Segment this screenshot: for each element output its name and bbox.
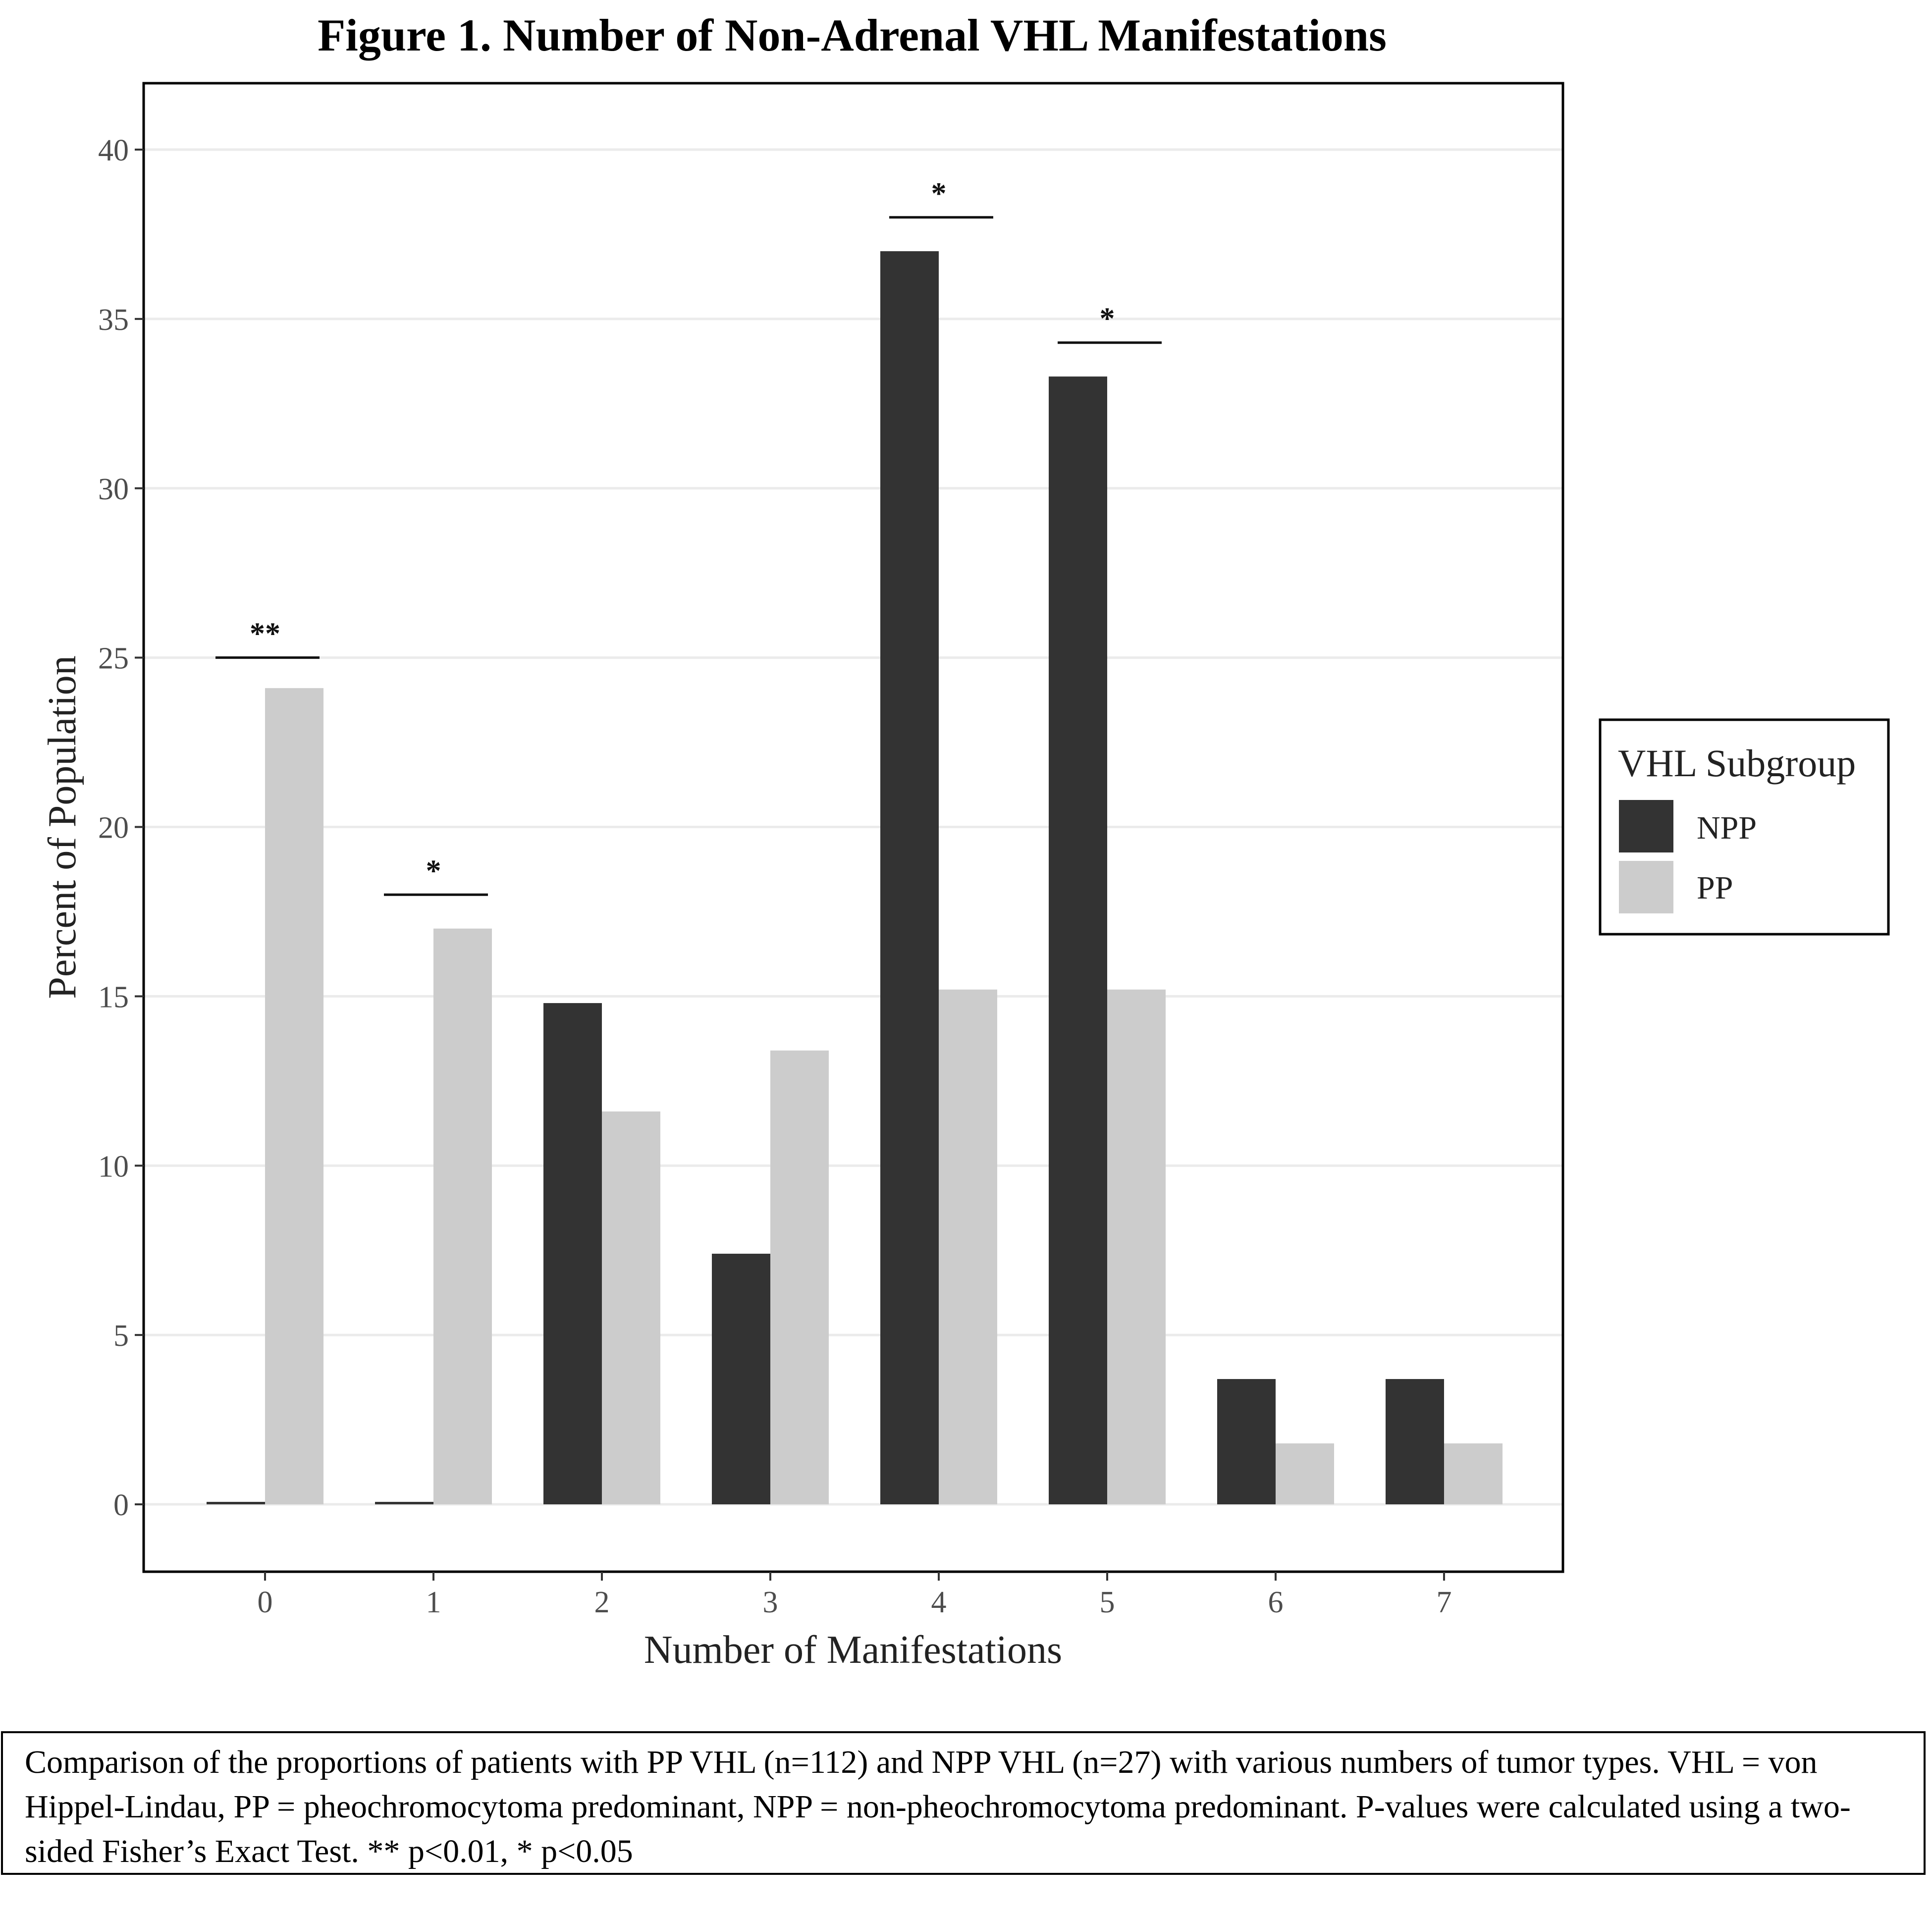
x-tick-label: 7 <box>1436 1586 1452 1619</box>
x-tick-label: 3 <box>762 1586 778 1619</box>
bar-npp-7 <box>1386 1379 1444 1504</box>
bar-pp-7 <box>1444 1443 1503 1504</box>
caption-text: Comparison of the proportions of patients with PP VHL (n=112) and NPP VHL (n=27) with various numbers of tumor types. VHL = von Hippel-Lindau, PP = pheochromocytoma predominant, NPP = non-pheochromocytoma predominant. P-values were calculated using a two-sided Fisher’s Exact Test. ** p<0.01, * p<0.05 <box>25 1744 1851 1869</box>
y-tick-label: 35 <box>98 303 129 337</box>
bar-npp-2 <box>543 1003 602 1504</box>
y-tick-label: 15 <box>98 980 129 1014</box>
significance-label: * <box>426 854 441 888</box>
y-tick-label: 25 <box>98 641 129 676</box>
bar-pp-5 <box>1107 990 1166 1504</box>
x-tick-label: 5 <box>1099 1586 1115 1619</box>
bar-pp-0 <box>265 688 323 1504</box>
chart-title: Figure 1. Number of Non-Adrenal VHL Manifestations <box>318 10 1387 60</box>
x-tick-label: 0 <box>257 1586 273 1619</box>
bar-pp-2 <box>602 1112 660 1504</box>
bar-pp-1 <box>433 929 492 1504</box>
x-tick-label: 2 <box>594 1586 610 1619</box>
bar-npp-5 <box>1049 376 1107 1504</box>
significance-label: * <box>1099 302 1115 336</box>
bar-npp-1 <box>375 1502 433 1504</box>
x-tick-label: 4 <box>931 1586 947 1619</box>
x-tick-label: 6 <box>1268 1586 1284 1619</box>
bar-npp-4 <box>880 251 939 1504</box>
legend-swatch-npp <box>1619 800 1673 852</box>
bar-npp-3 <box>712 1254 770 1504</box>
x-axis-ticks <box>258 1572 1452 1619</box>
significance-label: ** <box>250 617 280 651</box>
y-tick-label: 40 <box>98 134 129 167</box>
bars <box>207 251 1503 1504</box>
figure-caption <box>1 1731 1926 1875</box>
legend-label-pp: PP <box>1697 870 1733 906</box>
bar-pp-4 <box>939 990 997 1504</box>
x-axis-label: Number of Manifestations <box>644 1628 1063 1672</box>
x-tick-label: 1 <box>426 1586 441 1619</box>
y-tick-label: 0 <box>113 1488 129 1522</box>
y-tick-label: 20 <box>98 811 129 845</box>
bar-pp-3 <box>770 1051 829 1504</box>
y-tick-label: 5 <box>113 1319 129 1353</box>
significance-markers <box>215 177 1162 895</box>
bar-pp-6 <box>1276 1443 1334 1504</box>
y-axis-label: Percent of Population <box>41 655 84 999</box>
y-tick-label: 10 <box>98 1150 129 1184</box>
gridlines <box>144 150 1563 1504</box>
bar-npp-6 <box>1217 1379 1276 1504</box>
bar-npp-0 <box>207 1502 265 1504</box>
significance-label: * <box>931 176 947 211</box>
legend-title: VHL Subgroup <box>1618 742 1856 785</box>
legend-label-npp: NPP <box>1697 810 1757 846</box>
legend-swatch-pp <box>1619 861 1673 913</box>
y-axis-ticks <box>98 134 144 1522</box>
legend <box>1600 720 1888 934</box>
y-tick-label: 30 <box>98 472 129 506</box>
